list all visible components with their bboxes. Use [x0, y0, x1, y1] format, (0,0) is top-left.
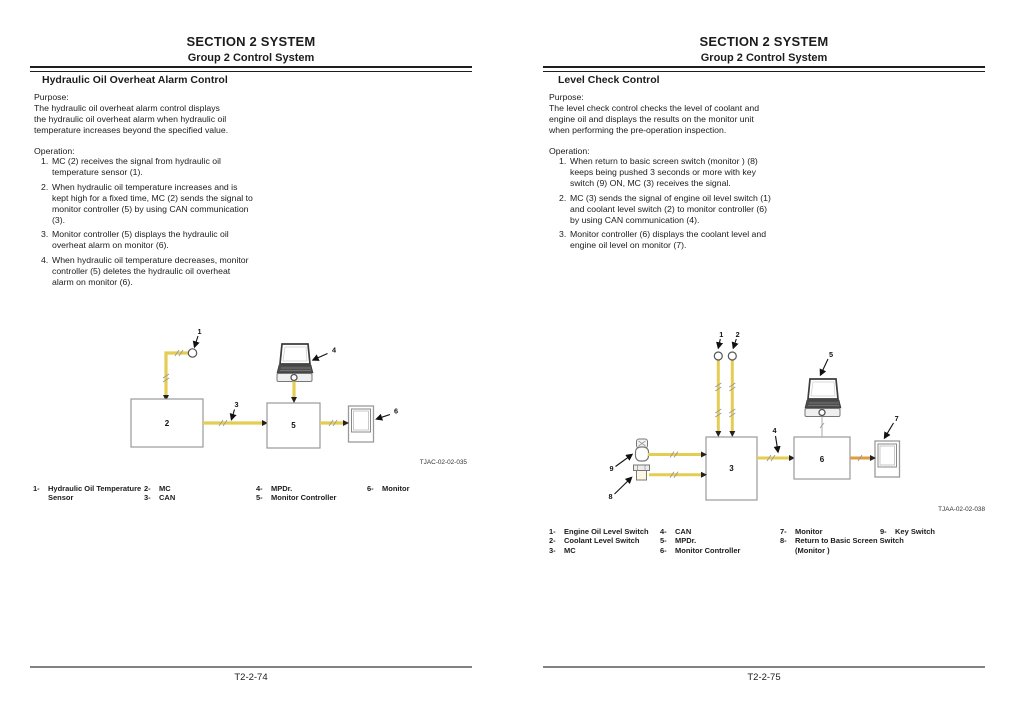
- legend-entry: 5- Monitor Controller: [256, 493, 337, 503]
- operation-step: [41, 182, 281, 226]
- mc-box-number: 2: [164, 419, 170, 428]
- step-number: 1.: [559, 156, 567, 166]
- operation-step: [559, 193, 809, 226]
- callout-monitor: 6: [393, 406, 399, 416]
- legend-entry: 1- Engine Oil Level Switch: [549, 527, 649, 536]
- mc-box-number: 3: [729, 464, 734, 473]
- page-section-heading: SECTION 2 SYSTEM: [699, 34, 829, 49]
- figure-id: TJAA-02-02-038: [938, 506, 985, 513]
- step-text: When hydraulic oil temperature decreases, monitor controller (5) deletes the hydraulic oil overheat alarm on monitor (6).: [52, 254, 249, 287]
- page-number: T2-2-74: [234, 672, 268, 683]
- legend-entry: 2- MC: [144, 484, 171, 493]
- callout-monitor: 7: [894, 414, 899, 423]
- page-left: [0, 0, 508, 724]
- legend-entry: 9- Key Switch: [880, 527, 936, 536]
- step-number: 2.: [559, 192, 567, 203]
- legend-entry: 1- Hydraulic Oil Temperature Sensor: [33, 484, 142, 503]
- callout-arrow: [313, 354, 328, 361]
- purpose-label: Purpose:: [34, 92, 69, 102]
- operation-step: [41, 229, 281, 251]
- purpose-line: The hydraulic oil overheat alarm control displays: [34, 103, 220, 113]
- return-to-basic-screen-switch-icon: [634, 465, 650, 480]
- callout-arrow: [718, 339, 720, 348]
- level-check-diagram: [590, 325, 1010, 520]
- legend-entry: 4- CAN: [660, 527, 692, 536]
- callout-arrow: [885, 423, 894, 438]
- operation-steps: [41, 156, 281, 291]
- legend-entry: 7- Monitor: [780, 527, 823, 536]
- figure-id: TJAC-02-02-035: [419, 459, 467, 466]
- legend-entry: 4- MPDr.: [256, 484, 293, 493]
- mpdr-laptop-icon: [277, 344, 313, 382]
- step-number: 3.: [559, 229, 567, 239]
- hydraulic-overheat-diagram: [110, 318, 490, 478]
- purpose-line: engine oil and displays the results on the monitor unit: [549, 114, 754, 124]
- callout-key-switch: 9: [609, 464, 614, 473]
- step-text: MC (3) sends the signal of engine oil level switch (1) and coolant level switch (2) to monitor controller (6) by using CAN communication (4).: [570, 192, 771, 225]
- purpose-line: the hydraulic oil overheat alarm when hydraulic oil: [34, 114, 227, 124]
- section-title: Level Check Control: [558, 74, 660, 86]
- purpose-text: [34, 103, 228, 136]
- arrowhead: [291, 397, 297, 403]
- legend-entry: 6- Monitor Controller: [660, 545, 741, 555]
- callout-engine-oil-switch: 1: [719, 330, 724, 339]
- operation-label: Operation:: [549, 146, 590, 156]
- section-title: Hydraulic Oil Overheat Alarm Control: [42, 74, 228, 86]
- key-switch-icon: [636, 439, 649, 461]
- callout-mpdr: 5: [828, 350, 834, 359]
- arrowhead: [715, 431, 721, 437]
- operation-step: [559, 156, 809, 189]
- page-group-heading: Group 2 Control System: [187, 52, 315, 64]
- purpose-line: The level check control checks the level of coolant and: [549, 103, 760, 113]
- step-number: 1.: [41, 156, 49, 166]
- operation-step: [41, 255, 281, 288]
- operation-label: Operation:: [34, 146, 75, 156]
- coolant-level-switch-icon: [728, 352, 736, 360]
- monitor-controller-box-number: 6: [819, 455, 825, 464]
- page-section-heading: SECTION 2 SYSTEM: [186, 34, 316, 49]
- step-text: Monitor controller (6) displays the coolant level and engine oil level on monitor (7).: [570, 229, 767, 250]
- operation-step: [559, 229, 809, 251]
- footer-rule: [543, 666, 985, 668]
- purpose-label: Purpose:: [549, 92, 584, 102]
- legend-entry: 8- Return to Basic Screen Switch (Monitor ): [780, 536, 904, 555]
- operation-step: [41, 156, 281, 178]
- step-text: When hydraulic oil temperature increases and is kept high for a fixed time, MC (2) sends the signal to monitor controller (5) by using CAN communication (3).: [52, 181, 253, 225]
- callout-mpdr: 4: [331, 345, 337, 355]
- legend-entry: 2- Coolant Level Switch: [549, 536, 640, 546]
- callout-can: 4: [772, 426, 777, 435]
- harness-sensor-to-mc: [166, 353, 188, 396]
- callout-arrow: [821, 359, 829, 375]
- arrowhead: [729, 431, 735, 437]
- purpose-text: [549, 103, 759, 136]
- callout-return-switch: 8: [608, 492, 613, 501]
- monitor-icon: [875, 441, 900, 477]
- callout-arrow: [616, 455, 633, 467]
- page-group-heading: Group 2 Control System: [700, 52, 828, 64]
- page-number: T2-2-75: [747, 672, 781, 683]
- callout-arrow: [733, 339, 736, 348]
- purpose-line: temperature increases beyond the specified value.: [34, 125, 229, 135]
- footer-rule: [30, 666, 472, 668]
- header-rule: [543, 66, 985, 72]
- operation-steps: [559, 156, 809, 255]
- monitor-icon: [349, 406, 374, 442]
- purpose-line: when performing the pre-operation inspection.: [549, 125, 727, 135]
- callout-arrow: [776, 436, 779, 452]
- legend-entry: 3- MC: [549, 545, 576, 555]
- legend-entry: 3- CAN: [144, 493, 176, 503]
- callout-arrow: [615, 478, 632, 495]
- callout-arrow: [195, 336, 199, 347]
- callout-coolant-switch: 2: [735, 330, 740, 339]
- step-text: Monitor controller (5) displays the hydraulic oil overheat alarm on monitor (6).: [52, 229, 229, 250]
- callout-can: 3: [234, 400, 239, 409]
- step-number: 4.: [41, 254, 49, 265]
- step-text: MC (2) receives the signal from hydraulic oil temperature sensor (1).: [52, 156, 221, 177]
- mpdr-laptop-icon: [805, 379, 841, 417]
- legend-entry: 5- MPDr.: [660, 536, 697, 546]
- callout-arrow: [377, 415, 391, 420]
- callout-arrow: [232, 410, 235, 420]
- page-right: [508, 0, 1017, 724]
- step-number: 3.: [41, 229, 49, 239]
- step-text: When return to basic screen switch (monitor ) (8) keeps being pushed 3 seconds or more with key switch (9) ON, MC (3) receives the signal.: [570, 156, 758, 188]
- engine-oil-level-switch-icon: [714, 352, 722, 360]
- step-number: 2.: [41, 181, 49, 192]
- monitor-controller-box-number: 5: [291, 421, 296, 430]
- header-rule: [30, 66, 472, 72]
- callout-sensor: 1: [197, 327, 202, 336]
- legend-entry: 6- Monitor: [367, 484, 410, 493]
- hydraulic-oil-temp-sensor-icon: [188, 349, 196, 357]
